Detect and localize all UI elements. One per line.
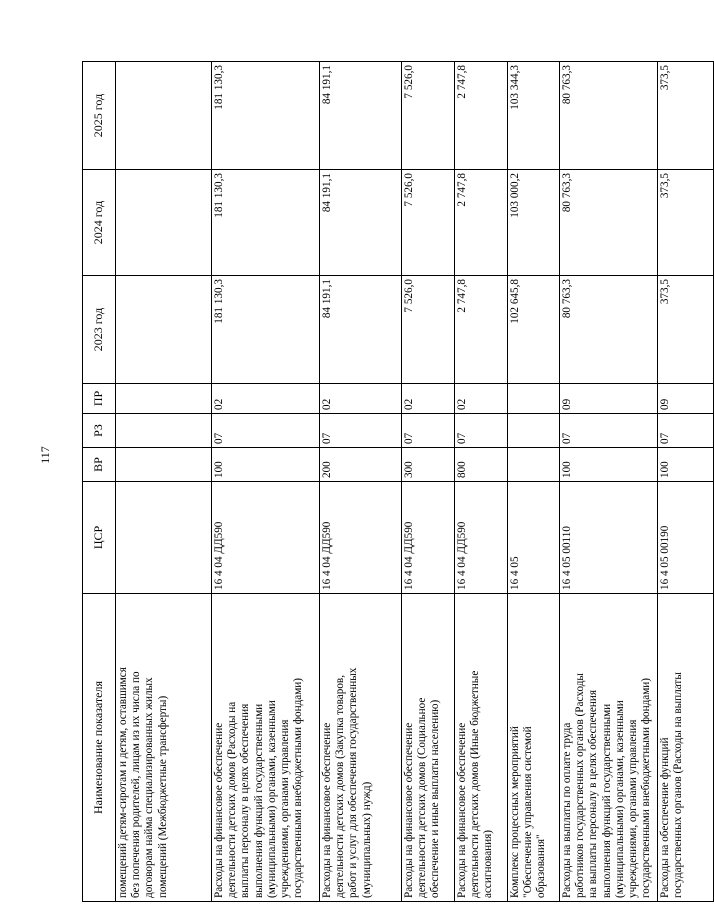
cell-2025: 181 130,3 — [212, 62, 320, 170]
cell-csr: 16 4 04 ДД590 — [212, 482, 320, 594]
cell-name: Расходы на финансовое обеспечение деятельности детских домов (Закупка товаров, работ и услуг для обеспечения государственных (муниципальных) нужд) — [320, 594, 402, 902]
cell-2025: 80 763,3 — [560, 62, 658, 170]
cell-rz: 07 — [212, 414, 320, 448]
cell-rz: 07 — [560, 414, 658, 448]
table-row — [320, 62, 402, 902]
cell-2024: 373,5 — [658, 170, 714, 276]
table-header-row — [83, 62, 116, 902]
cell-2023: 2 747,8 — [455, 276, 508, 384]
table-row — [116, 62, 212, 902]
table-row — [212, 62, 320, 902]
cell-2024: 84 191,1 — [320, 170, 402, 276]
cell-csr: 16 4 05 00190 — [658, 482, 714, 594]
cell-2023: 181 130,3 — [212, 276, 320, 384]
cell-name: Расходы на выплаты по оплате труда работников государственных органов (Расходы на выплаты персоналу в целях обеспечения выполнения функций государственными (муниципальными) органами, казенными учреждениями, органами управления государственными внебюджетными фондами) — [560, 594, 658, 902]
cell-2023: 84 191,1 — [320, 276, 402, 384]
header-2023: 2023 год — [83, 276, 116, 384]
cell-csr: 16 4 04 ДД590 — [455, 482, 508, 594]
header-pr: ПР — [83, 384, 116, 414]
cell-2025: 103 344,3 — [508, 62, 560, 170]
cell-2023 — [116, 276, 212, 384]
cell-name: Расходы на финансовое обеспечение деятельности детских домов (Иные бюджетные ассигнования) — [455, 594, 508, 902]
cell-vr — [116, 448, 212, 482]
table-row — [658, 62, 714, 902]
cell-2023: 373,5 — [658, 276, 714, 384]
cell-rz: 07 — [658, 414, 714, 448]
cell-2023: 7 526,0 — [402, 276, 455, 384]
table-row — [455, 62, 508, 902]
cell-rz — [508, 414, 560, 448]
cell-name: помещений детям-сиротам и детям, оставшимся без попечения родителей, лицам из их числа по договорам найма специализированных жилых помещений (Межбюджетные трансферты) — [116, 594, 212, 902]
header-vr: ВР — [83, 448, 116, 482]
cell-pr: 09 — [658, 384, 714, 414]
cell-vr: 100 — [212, 448, 320, 482]
cell-vr: 100 — [658, 448, 714, 482]
cell-2024: 2 747,8 — [455, 170, 508, 276]
rotated-table-wrapper — [82, 62, 685, 902]
cell-csr: 16 4 05 00110 — [560, 482, 658, 594]
cell-csr: 16 4 04 ДД590 — [320, 482, 402, 594]
cell-pr: 09 — [560, 384, 658, 414]
cell-pr: 02 — [320, 384, 402, 414]
cell-vr: 300 — [402, 448, 455, 482]
cell-pr: 02 — [402, 384, 455, 414]
cell-rz — [116, 414, 212, 448]
cell-2024: 103 000,2 — [508, 170, 560, 276]
cell-pr — [508, 384, 560, 414]
table-row — [402, 62, 455, 902]
cell-name: Расходы на финансовое обеспечение деятельности детских домов (Расходы на выплаты персоналу в целях обеспечения выполнения функций государственными (муниципальными) органами, казенными учреждениями, органами управления государственными внебюджетными фондами) — [212, 594, 320, 902]
cell-name: Комплекс процессных мероприятий "Обеспечение управления системой образования" — [508, 594, 560, 902]
cell-2025: 7 526,0 — [402, 62, 455, 170]
page-number: 117 — [38, 446, 52, 464]
cell-vr: 800 — [455, 448, 508, 482]
cell-2024: 80 763,3 — [560, 170, 658, 276]
header-rz: РЗ — [83, 414, 116, 448]
cell-2024 — [116, 170, 212, 276]
header-name: Наименование показателя — [83, 594, 116, 902]
cell-2025: 2 747,8 — [455, 62, 508, 170]
cell-2024: 181 130,3 — [212, 170, 320, 276]
budget-table — [82, 61, 714, 902]
cell-vr: 200 — [320, 448, 402, 482]
cell-2024: 7 526,0 — [402, 170, 455, 276]
cell-pr — [116, 384, 212, 414]
cell-rz: 07 — [320, 414, 402, 448]
cell-vr — [508, 448, 560, 482]
table-row — [560, 62, 658, 902]
table-row — [508, 62, 560, 902]
rotated-table-content — [82, 62, 685, 902]
header-2024: 2024 год — [83, 170, 116, 276]
cell-rz: 07 — [402, 414, 455, 448]
cell-csr — [116, 482, 212, 594]
header-csr: ЦСР — [83, 482, 116, 594]
cell-name: Расходы на финансовое обеспечение деятельности детских домов (Социальное обеспечение и иные выплаты населению) — [402, 594, 455, 902]
cell-2023: 80 763,3 — [560, 276, 658, 384]
cell-2025: 373,5 — [658, 62, 714, 170]
cell-2025: 84 191,1 — [320, 62, 402, 170]
cell-rz: 07 — [455, 414, 508, 448]
cell-csr: 16 4 05 — [508, 482, 560, 594]
cell-vr: 100 — [560, 448, 658, 482]
cell-name: Расходы на обеспечение функций государственных органов (Расходы на выплаты — [658, 594, 714, 902]
cell-pr: 02 — [455, 384, 508, 414]
cell-2025 — [116, 62, 212, 170]
cell-pr: 02 — [212, 384, 320, 414]
header-2025: 2025 год — [83, 62, 116, 170]
cell-csr: 16 4 04 ДД590 — [402, 482, 455, 594]
cell-2023: 102 645,8 — [508, 276, 560, 384]
